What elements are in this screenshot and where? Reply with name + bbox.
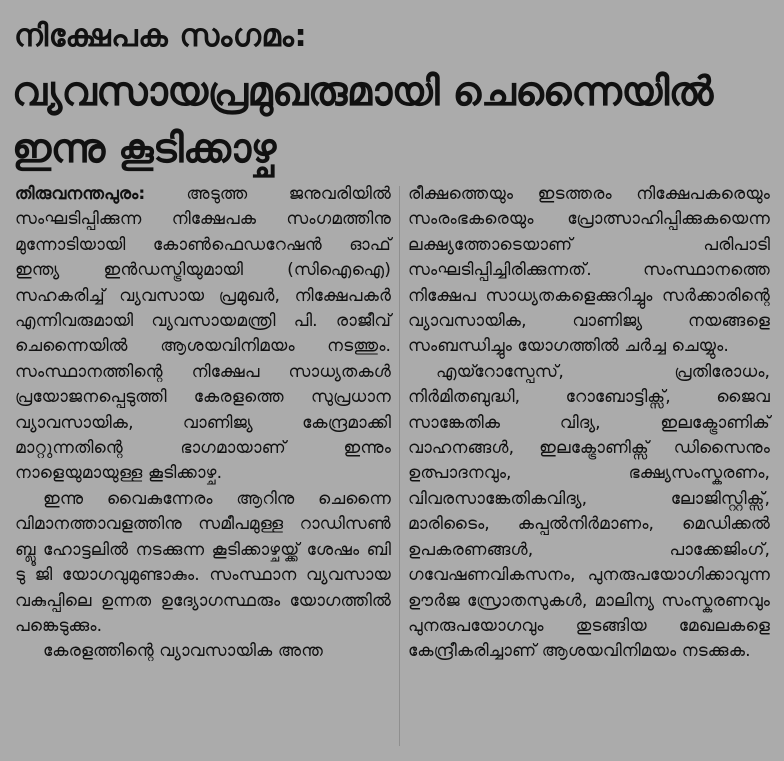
paragraph-3: കേരളത്തിന്റെ വ്യാവസായിക അന്ത	[43, 641, 323, 662]
paragraph-1-text: അടുത്ത ജനുവരിയിൽ സംഘടിപ്പിക്കുന്ന നിക്ഷേപക സംഗമത്തിനു മുന്നോടിയായി കോൺഫെഡറേഷൻ ഓഫ് ഇന്ത്യ ഇൻഡസ്ട്രിയുമായി (സിഐഐ) സഹകരിച്ച് വ്യവസായ പ്രമുഖർ, നിക്ഷേപകർ എന്നിവരുമായി വ്യവസായമന്ത്രി പി. രാജീവ് ചെന്നൈയിൽ ആശയവിനിമയം നടത്തും. സംസ്ഥാനത്തിന്റെ നിക്ഷേപ സാധ്യതകൾ പ്രയോജനപ്പെടുത്തി കേരളത്തെ സുപ്രധാന വ്യാവസായിക, വാണിജ്യ കേന്ദ്രമാക്കി മാറ്റുന്നതിന്റെ ഭാഗമായാണ് ഇന്നും നാളെയുമായുള്ള കൂടിക്കാഴ്ച.	[15, 184, 391, 484]
paragraph-5: എയ്റോസ്പേസ്, പ്രതിരോധം, നിർമിതബുദ്ധി, റോബോട്ടിക്സ്, ജൈവ സാങ്കേതിക വിദ്യ, ഇലക്ട്രോണിക് വാഹനങ്ങൾ, ഇലക്ട്രോണിക്സ് ഡിസൈനും ഉത്പാദനവും, ഭക്ഷ്യസംസ്കരണം, വിവരസാങ്കേതികവിദ്യ, ലോജിസ്റ്റിക്സ്, മാരിടൈം, കപ്പൽനിർമാണം, മെഡിക്കൽ ഉപകരണങ്ങൾ, പാക്കേജിംഗ്, ഗവേഷണവികസനം, പുനരുപയോഗിക്കാവുന്ന ഊർജ സ്രോതസുകൾ, മാലിന്യ സംസ്കരണവും പുനരുപയോഗവും തുടങ്ങിയ മേഖലകളെ കേന്ദ്രീകരിച്ചാണ് ആശയവിനിമയം നടക്കുക.	[408, 361, 770, 662]
column-right	[408, 182, 770, 665]
paragraph-4: രീക്ഷത്തെയും ഇടത്തരം നിക്ഷേപകരെയും സംരംഭകരെയും പ്രോത്സാഹിപ്പിക്കുകയെന്ന ലക്ഷ്യത്തോടെയാണ് പരിപാടി സംഘടിപ്പിച്ചിരിക്കുന്നത്. സംസ്ഥാനത്തെ നിക്ഷേപ സാധ്യതകളെക്കുറിച്ചും സർക്കാരിന്റെ വ്യാവസായിക, വാണിജ്യ നയങ്ങളെ സംബന്ധിച്ചും യോഗത്തിൽ ചർച്ച ചെയ്യും.	[408, 184, 770, 357]
paragraph-2: ഇന്നു വൈകുന്നേരം ആറിനു ചെന്നൈ വിമാനത്താവളത്തിനു സമീപമുള്ള റാഡിസൺ ബ്ലൂ ഹോട്ടലിൽ നടക്കുന്ന കൂടിക്കാഴ്ചയ്ക്ക് ശേഷം ബി ടു ജി യോഗവുമുണ്ടാകും. സംസ്ഥാന വ്യവസായ വകുപ്പിലെ ഉന്നത ഉദ്യോഗസ്ഥരും യോഗത്തിൽ പങ്കെടുക്കും.	[15, 488, 391, 636]
kicker: നിക്ഷേപക സംഗമം:	[14, 18, 308, 54]
column-left	[15, 182, 391, 665]
headline-line-2: ഇന്നു കൂടിക്കാഴ്ച	[12, 126, 276, 172]
headline-line-1: വ്യവസായപ്രമുഖരുമായി ചെന്നൈയിൽ	[12, 69, 713, 115]
dateline: തിരുവനന്തപുരം:	[15, 184, 146, 204]
paragraph-1	[15, 182, 391, 487]
headline	[12, 64, 713, 178]
column-divider	[399, 186, 400, 746]
